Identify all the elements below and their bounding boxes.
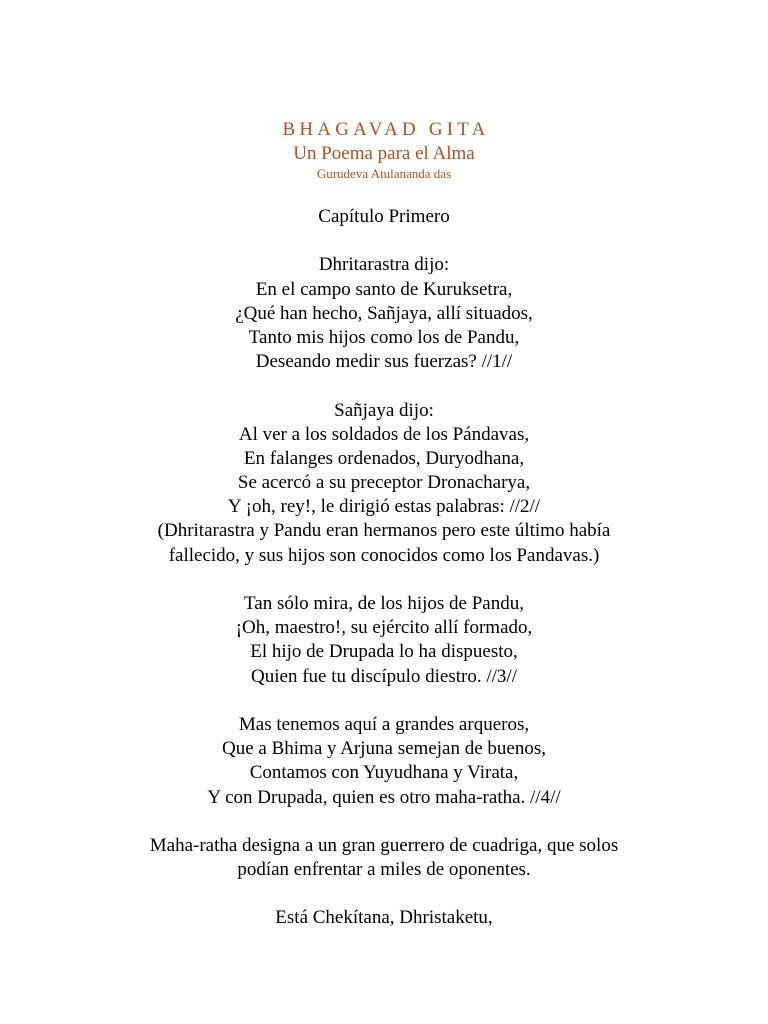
author-name: Gurudeva Atulananda das bbox=[316, 166, 452, 181]
chapter-heading: Capítulo Primero bbox=[318, 206, 450, 227]
stanza-gap bbox=[0, 810, 768, 834]
verse-line: Deseando medir sus fuerzas? //1// bbox=[255, 351, 513, 373]
verse-line: Maha-ratha designa a un gran guerrero de cuadriga, que solos bbox=[149, 834, 619, 856]
stanza bbox=[0, 592, 768, 689]
verse-line: ¿Qué han hecho, Sañjaya, allí situados, bbox=[235, 302, 533, 324]
verse-line: Sañjaya dijo: bbox=[334, 399, 434, 421]
verse-line: Contamos con Yuyudhana y Virata, bbox=[249, 762, 519, 784]
document-body bbox=[0, 205, 768, 931]
verse-line: Tan sólo mira, de los hijos de Pandu, bbox=[244, 593, 524, 614]
stanza bbox=[0, 834, 768, 882]
verse-line: En el campo santo de Kuruksetra, bbox=[255, 278, 513, 300]
verse-line: Está Chekítana, Dhristaketu, bbox=[275, 907, 493, 929]
book-subtitle: Un Poema para el Alma bbox=[293, 143, 475, 164]
verse-line: Tanto mis hijos como los de Pandu, bbox=[248, 326, 520, 348]
verse-line: (Dhritarastra y Pandu eran hermanos pero este último había bbox=[157, 520, 611, 542]
stanza-gap bbox=[0, 689, 768, 713]
verse-line: Al ver a los soldados de los Pándavas, bbox=[238, 423, 530, 445]
verse-line: Y con Drupada, quien es otro maha-ratha. //4// bbox=[207, 786, 561, 808]
verse-line: En falanges ordenados, Duryodhana, bbox=[243, 447, 525, 469]
verse-line: Se acercó a su preceptor Dronacharya, bbox=[237, 472, 531, 494]
stanza bbox=[0, 399, 768, 568]
verse-line: podían enfrentar a miles de oponentes. bbox=[237, 859, 531, 881]
verse-line: El hijo de Drupada lo ha dispuesto, bbox=[250, 641, 518, 663]
stanza-gap bbox=[0, 229, 768, 253]
verse-line: ¡Oh, maestro!, su ejército allí formado, bbox=[235, 617, 533, 639]
stanza-gap bbox=[0, 882, 768, 906]
verse-line: Que a Bhima y Arjuna semejan de buenos, bbox=[222, 738, 546, 760]
stanza-gap bbox=[0, 568, 768, 592]
stanza bbox=[0, 713, 768, 810]
verse-line: Y ¡oh, rey!, le dirigió estas palabras: //2// bbox=[227, 496, 541, 518]
stanza bbox=[0, 253, 768, 374]
verse-line: Quien fue tu discípulo diestro. //3// bbox=[251, 665, 517, 687]
stanza-gap bbox=[0, 374, 768, 398]
book-title: BHAGAVAD GITA bbox=[282, 119, 490, 140]
document-header bbox=[0, 119, 768, 182]
verse-line: Mas tenemos aquí a grandes arqueros, bbox=[238, 713, 530, 735]
stanza bbox=[0, 906, 768, 930]
verse-line: Dhritarastra dijo: bbox=[318, 254, 450, 276]
verse-line: fallecido, y sus hijos son conocidos como los Pandavas.) bbox=[168, 544, 600, 566]
